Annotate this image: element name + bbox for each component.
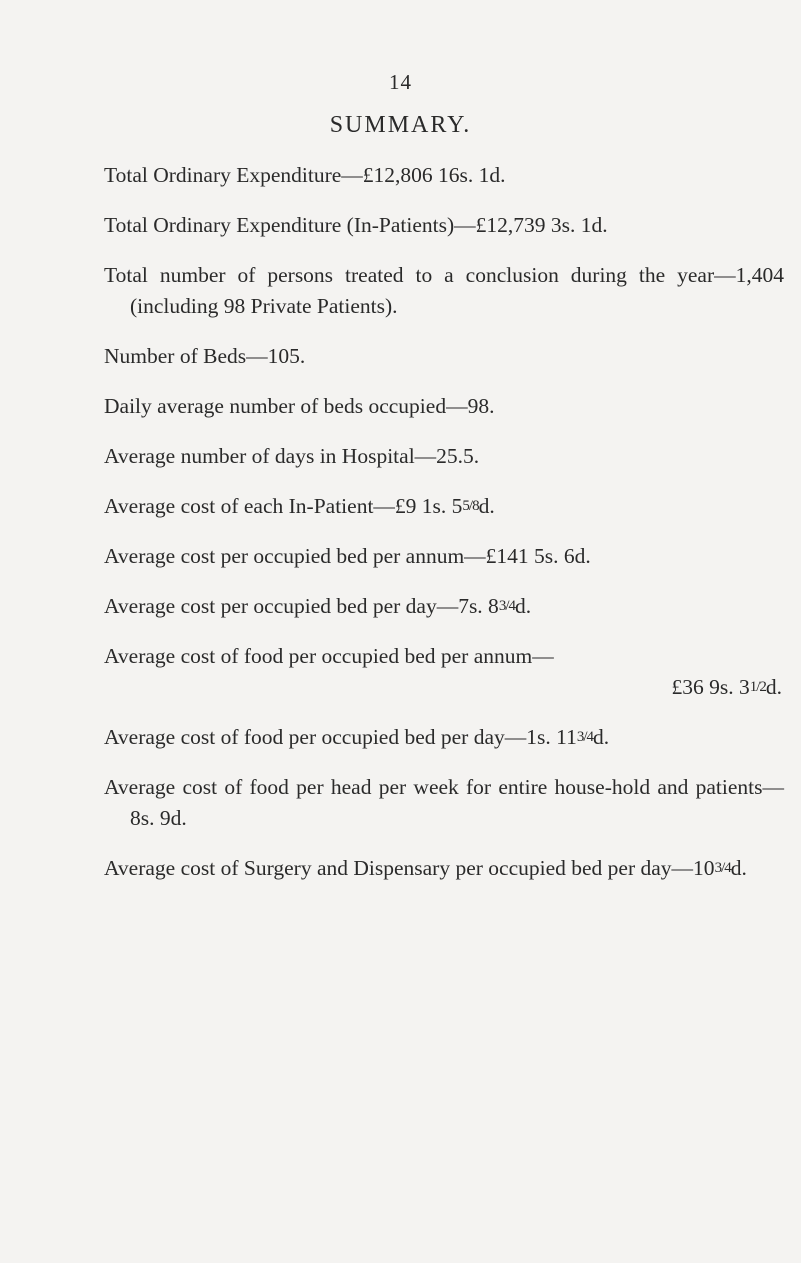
summary-item-suffix: d. <box>514 594 532 618</box>
summary-item-suffix: d. <box>730 856 747 880</box>
summary-item-cost-per-inpatient <box>104 491 784 522</box>
fraction: 3/4 <box>498 598 515 614</box>
page-title: SUMMARY. <box>329 112 472 138</box>
summary-item-text: Number of Beds—105. <box>104 344 306 368</box>
fraction: 3/4 <box>576 729 594 745</box>
summary-item-daily-beds-occupied <box>104 391 784 422</box>
summary-item-text: Average number of days in Hospital—25.5. <box>104 444 480 468</box>
summary-item-text: Total Ordinary Expenditure—£12,806 16s. 1d. <box>104 163 506 187</box>
summary-item-amount <box>130 672 784 703</box>
summary-item-suffix: d. <box>478 494 495 518</box>
summary-item-number-of-beds <box>104 341 784 372</box>
summary-item-text: Total Ordinary Expenditure (In-Patients)—£12,739 3s. 1d. <box>104 213 608 237</box>
fraction: 3/4 <box>714 860 731 876</box>
summary-item-text: Daily average number of beds occupied—98. <box>104 394 495 418</box>
summary-item-food-head-week <box>104 772 784 834</box>
summary-item-text: Average cost of Surgery and Dispensary per occupied bed per day—10 <box>104 856 715 880</box>
summary-item-text: Average cost of food per occupied bed per day—1s. 11 <box>104 725 577 749</box>
fraction: 5/8 <box>462 498 479 514</box>
summary-item-text: Average cost per occupied bed per day—7s. 8 <box>104 594 499 618</box>
summary-list <box>104 160 784 903</box>
summary-item-food-bed-annum <box>104 641 784 703</box>
summary-item-food-bed-day <box>104 722 784 753</box>
summary-item-average-days <box>104 441 784 472</box>
summary-item-persons-treated <box>104 260 784 322</box>
summary-item-cost-bed-annum <box>104 541 784 572</box>
fraction: 1/2 <box>749 679 766 695</box>
summary-item-text: Average cost of food per occupied bed per annum— <box>104 644 554 668</box>
summary-item-cost-bed-day <box>104 591 784 622</box>
summary-item-text: Total number of persons treated to a conclusion during the year—1,404 (including 98 Private Patients). <box>104 263 784 318</box>
summary-item-text: Average cost of food per head per week for entire house-hold and patients—8s. 9d. <box>104 775 784 830</box>
amount-suffix: d. <box>765 675 782 699</box>
summary-item-total-expenditure <box>104 160 784 191</box>
summary-item-suffix: d. <box>593 725 610 749</box>
page-number: 14 <box>389 70 412 94</box>
summary-item-text: Average cost of each In-Patient—£9 1s. 5 <box>104 494 463 518</box>
summary-item-inpatient-expenditure <box>104 210 784 241</box>
amount-value: £36 9s. 3 <box>671 675 750 699</box>
summary-item-text: Average cost per occupied bed per annum—£141 5s. 6d. <box>104 544 591 568</box>
summary-item-surgery-dispensary <box>104 853 784 884</box>
